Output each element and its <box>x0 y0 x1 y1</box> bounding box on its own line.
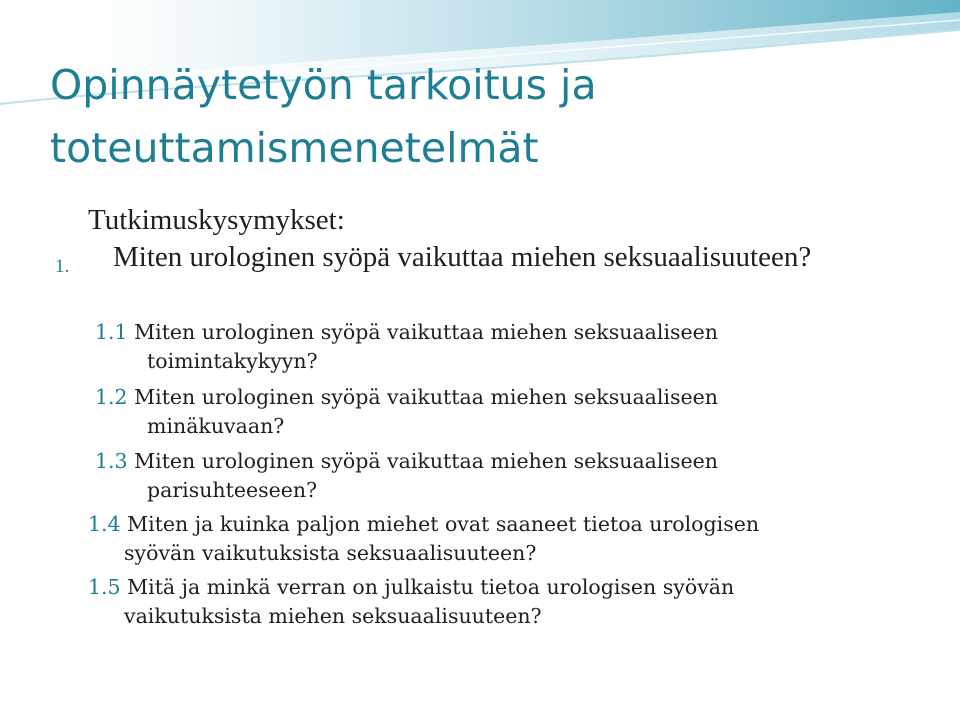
sub-question <box>88 510 759 568</box>
sub-question-text-line1: Miten urologinen syöpä vaikuttaa miehen seksuaaliseen <box>134 449 719 473</box>
sub-question-text-line2: minäkuvaan? <box>147 414 285 438</box>
sub-question-number: 1.4 <box>88 512 121 536</box>
sub-question-number: 1.3 <box>95 449 128 473</box>
sub-question-text-line2: vaikutuksista miehen seksuaalisuuteen? <box>124 604 542 628</box>
sub-question-text-line2: parisuhteeseen? <box>147 478 318 502</box>
sub-question-text-line1: Mitä ja minkä verran on julkaistu tietoa urologisen syövän <box>127 575 735 599</box>
sub-question-number: 1.2 <box>95 385 128 409</box>
sub-question-text-line1: Miten ja kuinka paljon miehet ovat saaneet tietoa urologisen <box>127 512 760 536</box>
sub-question-text-line2: syövän vaikutuksista seksuaalisuuteen? <box>124 541 537 565</box>
sub-question <box>88 573 734 631</box>
sub-question <box>95 447 718 505</box>
sub-question-number: 1.1 <box>95 320 128 344</box>
main-question-number: 1. <box>55 256 70 277</box>
intro-label: Tutkimuskysymykset: <box>88 204 345 236</box>
page-title: Opinnäytetyön tarkoitus ja toteuttamismenetelmät <box>50 61 597 172</box>
sub-question-text-line2: toimintakykyyn? <box>147 349 318 373</box>
sub-question <box>95 318 718 376</box>
sub-question-text-line1: Miten urologinen syöpä vaikuttaa miehen seksuaaliseen <box>134 320 719 344</box>
sub-question-text-line1: Miten urologinen syöpä vaikuttaa miehen seksuaaliseen <box>134 385 719 409</box>
sub-question-number: 1.5 <box>88 575 121 599</box>
main-question-text: Miten urologinen syöpä vaikuttaa miehen seksuaalisuuteen? <box>113 241 812 273</box>
sub-question <box>95 383 718 441</box>
